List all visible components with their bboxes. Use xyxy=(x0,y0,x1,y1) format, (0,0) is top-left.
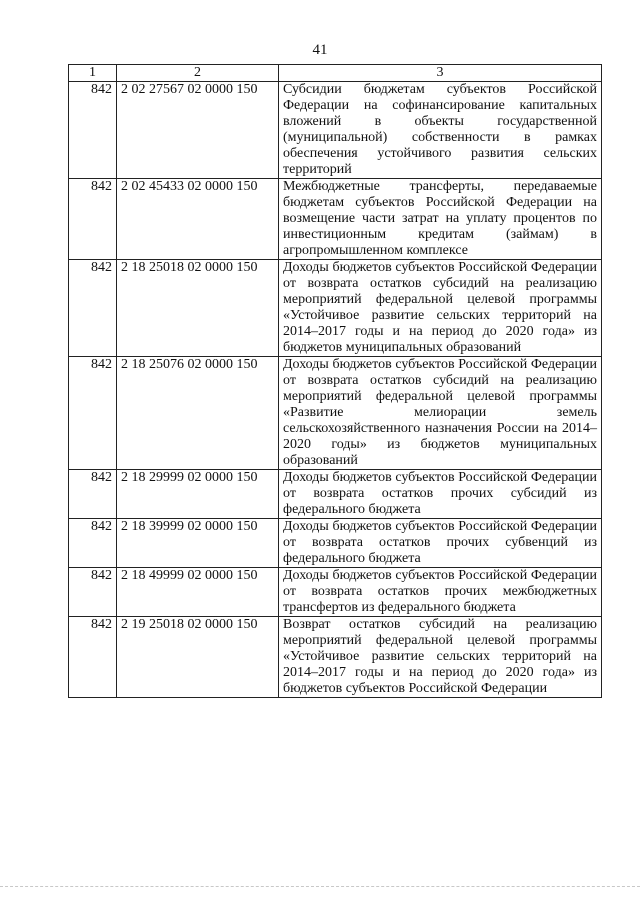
admin-code-cell: 842 xyxy=(69,179,117,260)
header-column-3: 3 xyxy=(279,65,602,82)
budget-code-cell: 2 02 45433 02 0000 150 xyxy=(117,179,279,260)
table-row xyxy=(69,357,602,470)
description-cell: Доходы бюджетов субъектов Российской Федерации от возврата остатков прочих субсидий из федерального бюджета xyxy=(279,470,602,519)
table-header-row xyxy=(69,65,602,82)
budget-code-cell: 2 18 39999 02 0000 150 xyxy=(117,519,279,568)
description-cell: Доходы бюджетов субъектов Российской Федерации от возврата остатков прочих межбюджетных трансфертов из федерального бюджета xyxy=(279,568,602,617)
table-row xyxy=(69,568,602,617)
admin-code-cell: 842 xyxy=(69,260,117,357)
budget-code-cell: 2 02 27567 02 0000 150 xyxy=(117,82,279,179)
table-row xyxy=(69,470,602,519)
table-row xyxy=(69,260,602,357)
description-cell: Доходы бюджетов субъектов Российской Федерации от возврата остатков субсидий на реализацию мероприятий федеральной целевой программы «Устойчивое развитие сельских территорий на 2014–2017 годы и на период до 2020 года» из бюджетов муниципальных образований xyxy=(279,260,602,357)
description-cell: Доходы бюджетов субъектов Российской Федерации от возврата остатков прочих субвенций из федерального бюджета xyxy=(279,519,602,568)
budget-code-cell: 2 18 29999 02 0000 150 xyxy=(117,470,279,519)
description-cell: Доходы бюджетов субъектов Российской Федерации от возврата остатков субсидий на реализацию мероприятий федеральной целевой программы «Развитие мелиорации земель сельскохозяйственного назначения России на 2014–2020 годы» из бюджетов муниципальных образований xyxy=(279,357,602,470)
budget-code-cell: 2 19 25018 02 0000 150 xyxy=(117,617,279,698)
table-row xyxy=(69,82,602,179)
budget-code-cell: 2 18 25076 02 0000 150 xyxy=(117,357,279,470)
admin-code-cell: 842 xyxy=(69,568,117,617)
table-row xyxy=(69,179,602,260)
header-column-2: 2 xyxy=(117,65,279,82)
description-cell: Возврат остатков субсидий на реализацию мероприятий федеральной целевой программы «Устойчивое развитие сельских территорий на 2014–2017 годы и на период до 2020 года» из бюджетов субъектов Российской Федерации xyxy=(279,617,602,698)
admin-code-cell: 842 xyxy=(69,82,117,179)
budget-classification-table xyxy=(68,64,602,698)
table-row xyxy=(69,519,602,568)
table-row xyxy=(69,617,602,698)
admin-code-cell: 842 xyxy=(69,617,117,698)
page-number: 41 xyxy=(312,42,328,58)
budget-code-cell: 2 18 49999 02 0000 150 xyxy=(117,568,279,617)
budget-code-cell: 2 18 25018 02 0000 150 xyxy=(117,260,279,357)
header-column-1: 1 xyxy=(69,65,117,82)
description-cell: Субсидии бюджетам субъектов Российской Федерации на софинансирование капитальных вложений в объекты государственной (муниципальной) собственности в рамках обеспечения устойчивого развития сельских территорий xyxy=(279,82,602,179)
admin-code-cell: 842 xyxy=(69,357,117,470)
scan-edge-line xyxy=(0,886,640,887)
admin-code-cell: 842 xyxy=(69,470,117,519)
admin-code-cell: 842 xyxy=(69,519,117,568)
description-cell: Межбюджетные трансферты, передаваемые бюджетам субъектов Российской Федерации на возмещение части затрат на уплату процентов по инвестиционным кредитам (займам) в агропромышленном комплексе xyxy=(279,179,602,260)
